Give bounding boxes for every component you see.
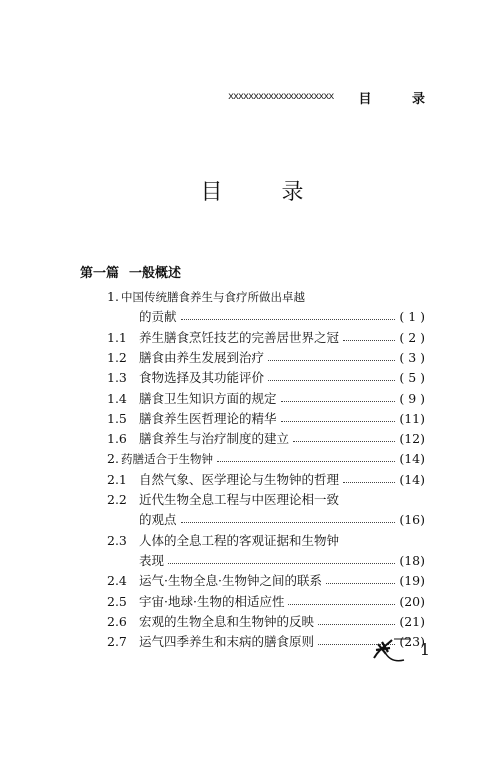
toc-entry-page: ( 3 ) [399,349,425,365]
toc-entry-number: 1.3 [107,370,127,386]
toc-entry-title: 膳食卫生知识方面的规定 [139,390,277,406]
toc-entry-title: 药膳适合于生物钟 [121,452,213,467]
toc-entry-number: 2.4 [107,573,127,589]
toc-dot-leader [318,612,395,625]
toc-entry-title: 人体的全息工程的客观证据和生物钟 [139,532,340,548]
header-title: 目 录 [358,92,443,107]
toc-entry-title: 近代生物全息工程与中医理论相一致 [139,492,340,507]
toc-entry[interactable] [107,551,425,571]
page-title: 目 录 [200,180,330,205]
toc-entry-number: 2.3 [107,532,127,548]
toc-entry-title: 表现 [139,552,165,568]
toc-entry-page: (23) [399,634,425,650]
toc-dot-leader [268,348,395,361]
toc-entry-number: 2. [107,451,119,467]
toc-dot-leader [281,409,395,422]
toc-entry[interactable] [107,470,425,490]
toc-entry-title: 食物选择及其功能评价 [139,370,265,386]
toc-entry-page: ( 5 ) [399,370,425,386]
section-label: 第一篇 [80,266,120,281]
toc-entry[interactable] [107,612,425,632]
toc-entry-number: 2.1 [107,471,127,487]
toc-entry-title: 宏观的生物全息和生物钟的反映 [139,613,315,629]
section-heading [80,262,181,281]
toc-entry-title: 膳食由养生发展到治疗 [139,349,265,365]
toc-entry-page: (14) [399,451,425,467]
page-folio [370,636,440,666]
toc-entry-number: 2.2 [107,492,127,507]
toc-entry[interactable] [107,531,425,551]
toc-dot-leader [268,368,395,381]
toc-dot-leader [343,470,395,483]
toc-entry-number: 2.6 [107,613,127,629]
toc-entry-number: 1.4 [107,390,127,406]
toc-entry[interactable] [107,571,425,591]
header-ornament: xxxxxxxxxxxxxxxxxxxxx [228,91,334,102]
toc-dot-leader [326,571,395,584]
toc-entry-number: 1.2 [107,349,127,365]
running-header [228,88,443,106]
section-title: 一般概述 [129,266,182,281]
toc-entry-page: ( 1 ) [399,309,425,325]
toc-dot-leader [343,328,395,341]
toc-dot-leader [168,551,395,564]
toc-entry[interactable] [107,307,425,327]
toc-entry-page: (14) [399,471,425,487]
toc-entry-page: (21) [399,613,425,629]
flower-ornament-icon [370,636,410,666]
toc-entry-title: 宇宙·地球·生物的相适应性 [139,593,285,609]
toc-entry-page: (16) [399,512,425,528]
toc-entry-title: 膳食养生医哲理论的精华 [139,410,277,426]
toc-entry-number: 1. [107,289,119,304]
toc-dot-leader [281,389,395,402]
toc-entry-title: 养生膳食烹饪技艺的完善居世界之冠 [139,329,340,345]
toc-entry-page: (12) [399,431,425,447]
toc-entry[interactable] [107,592,425,612]
toc-entry-title: 的观点 [139,512,177,528]
toc-entry-number: 2.7 [107,634,127,650]
toc-entry[interactable] [107,287,425,307]
toc-entry-page: ( 9 ) [399,390,425,406]
toc-entry[interactable] [107,490,425,510]
toc-entry-number: 1.1 [107,329,127,345]
toc-entry-number: 2.5 [107,593,127,609]
toc-dot-leader [288,592,395,605]
toc-entry[interactable] [107,409,425,429]
toc-dot-leader [181,510,395,523]
toc-entry-title: 运气四季养生和末病的膳食原则 [139,634,315,650]
toc-dot-leader [293,429,395,442]
toc-entry[interactable] [107,510,425,530]
toc-entry[interactable] [107,328,425,348]
toc-dot-leader [181,307,395,320]
toc-entry-page: ( 2 ) [399,329,425,345]
toc-entry-page: (19) [399,573,425,589]
toc-entry-title: 自然气象、医学理论与生物钟的哲理 [139,471,340,487]
page-number: 1 [419,640,430,659]
toc-entry[interactable] [107,389,425,409]
toc-entry-page: (18) [399,552,425,568]
toc-entry-number: 1.5 [107,410,127,426]
toc-entry[interactable] [107,348,425,368]
toc-entry-number: 1.6 [107,431,127,447]
toc-dot-leader [217,449,395,462]
toc-entry-page: (11) [399,410,425,426]
toc-entry-title: 运气·生物全息·生物钟之间的联系 [139,573,322,589]
toc-entry[interactable] [107,449,425,469]
toc-entry-title: 中国传统膳食养生与食疗所做出卓越 [121,290,305,304]
toc-entry-title: 的贡献 [139,309,177,325]
toc-entry[interactable] [107,429,425,449]
toc-entry[interactable] [107,368,425,388]
toc-entry-title: 膳食养生与治疗制度的建立 [139,431,290,447]
toc-entry-page: (20) [399,593,425,609]
